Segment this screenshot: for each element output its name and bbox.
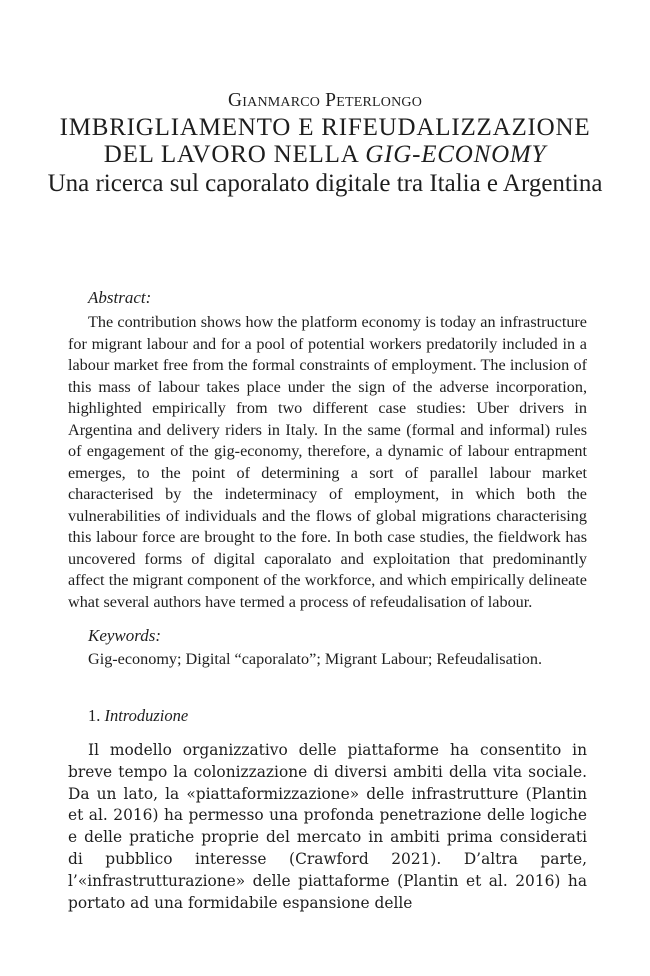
- keywords-label: Keywords:: [88, 626, 162, 645]
- paper-subtitle: Una ricerca sul caporalato digitale tra Italia e Argentina: [47, 170, 603, 197]
- keywords-text: Gig-economy; Digital “caporalato”; Migrant Labour; Refeudalisation.: [88, 650, 543, 668]
- intro-paragraph: Il modello organizzativo delle piattaforme ha consentito in breve tempo la colonizzazione di diversi ambiti della vita sociale. Da un lato, la «piattaformizzazione» delle infrastrutture (Plantin et al. 2016) ha permesso una profonda penetrazione delle logiche e delle pratiche proprie del mercato in ambiti prima considerati di pubblico interesse (Crawford 2021). D’altra parte, l’«infrastrutturazione» delle piattaforme (Plantin et al. 2016) ha portato ad una formidabile espansione delle: [68, 741, 587, 912]
- title-line-2: [0, 141, 650, 168]
- title-line-2-italic: GIG-ECONOMY: [365, 141, 547, 168]
- section-number: 1.: [88, 706, 105, 725]
- author-name: Gianmarco Peterlongo: [227, 90, 423, 111]
- abstract-label: Abstract:: [88, 288, 152, 307]
- title-line-2-plain: DEL LAVORO NELLA: [103, 141, 366, 168]
- title-line-1: IMBRIGLIAMENTO E RIFEUDALIZZAZIONE: [59, 114, 591, 141]
- section-title: Introduzione: [104, 706, 189, 725]
- abstract-text: The contribution shows how the platform economy is today an infrastructure for migrant labour and for a pool of potential workers predatorily included in a labour market free from the formal constraints of employment. The inclusion of this mass of labour takes place under the sign of the adverse incorporation, highlighted empirically from two different case studies: Uber drivers in Argentina and delivery riders in Italy. In the same (formal and informal) rules of engagement of the gig-economy, therefore, a dynamic of labour entrapment emerges, to the point of determining a sort of parallel labour market characterised by the indeterminacy of employment, in which both the vulnerabilities of individuals and the flows of global migrations characterising this labour force are brought to the fore. In both case studies, the fieldwork has uncovered forms of digital caporalato and exploitation that predominantly affect the migrant component of the workforce, and which empirically delineate what several authors have termed a process of refeudalisation of labour.: [68, 313, 587, 611]
- section-heading: [88, 706, 188, 726]
- paper-title: [0, 114, 650, 168]
